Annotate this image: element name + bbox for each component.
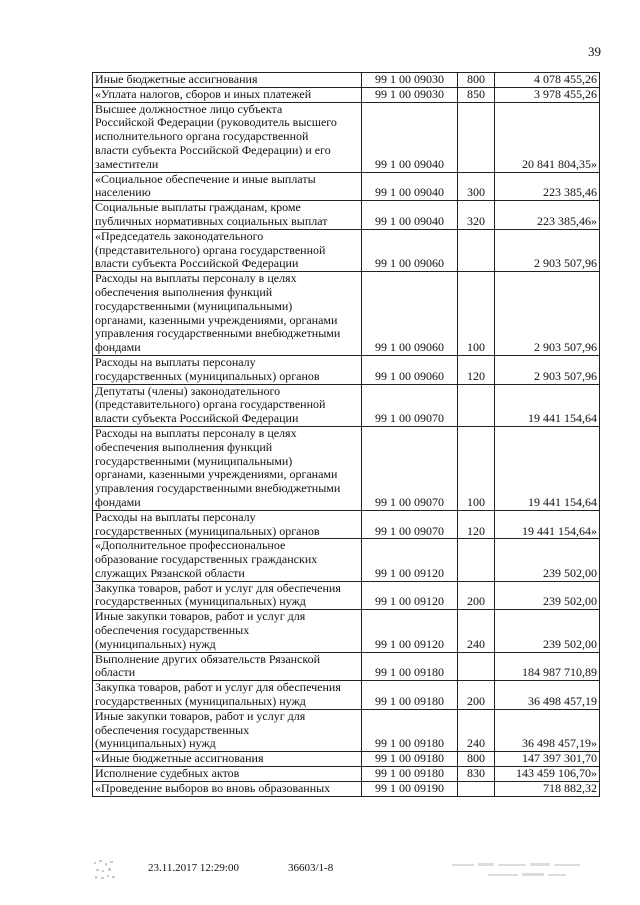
cell-type: 240	[458, 610, 495, 652]
cell-code: 99 1 00 09070	[362, 426, 458, 510]
cell-name: Расходы на выплаты персоналу в целях обеспечения выполнения функций государственными (муниципальными) органами, казенными учреждениями, органами управления государственными внебюджетными фондами	[93, 426, 362, 510]
cell-type: 320	[458, 201, 495, 230]
cell-name: Выполнение других обязательств Рязанской области	[93, 652, 362, 681]
cell-type: 850	[458, 87, 495, 102]
cell-type: 120	[458, 510, 495, 539]
cell-type: 800	[458, 752, 495, 767]
cell-amount: 2 903 507,96	[495, 355, 600, 384]
table-row	[93, 87, 600, 102]
cell-name: Расходы на выплаты персоналу государственных (муниципальных) органов	[93, 510, 362, 539]
cell-code: 99 1 00 09180	[362, 652, 458, 681]
cell-amount: 147 397 301,70	[495, 752, 600, 767]
cell-name: Закупка товаров, работ и услуг для обеспечения государственных (муниципальных) нужд	[93, 681, 362, 710]
cell-amount: 223 385,46»	[495, 201, 600, 230]
cell-type: 240	[458, 709, 495, 751]
cell-name: Социальные выплаты гражданам, кроме публичных нормативных социальных выплат	[93, 201, 362, 230]
table-row	[93, 73, 600, 88]
cell-type: 200	[458, 581, 495, 610]
table-row	[93, 767, 600, 782]
stamp-mark	[448, 858, 588, 884]
cell-code: 99 1 00 09030	[362, 87, 458, 102]
table-row	[93, 781, 600, 796]
cell-name: Исполнение судебных актов	[93, 767, 362, 782]
page-number: 39	[588, 44, 601, 59]
cell-name: Закупка товаров, работ и услуг для обеспечения государственных (муниципальных) нужд	[93, 581, 362, 610]
cell-amount: 2 903 507,96	[495, 229, 600, 271]
cell-code: 99 1 00 09060	[362, 272, 458, 356]
table-row	[93, 102, 600, 172]
cell-amount: 36 498 457,19	[495, 681, 600, 710]
cell-amount: 143 459 106,70»	[495, 767, 600, 782]
table-row	[93, 752, 600, 767]
cell-name: Расходы на выплаты персоналу государственных (муниципальных) органов	[93, 355, 362, 384]
budget-table	[92, 72, 600, 797]
cell-code: 99 1 00 09040	[362, 102, 458, 172]
cell-name: Иные закупки товаров, работ и услуг для обеспечения государственных (муниципальных) нужд	[93, 709, 362, 751]
cell-amount: 36 498 457,19»	[495, 709, 600, 751]
cell-code: 99 1 00 09030	[362, 73, 458, 88]
cell-name: Депутаты (члены) законодательного (представительного) органа государственной власти субъекта Российской Федерации	[93, 384, 362, 426]
table-row	[93, 510, 600, 539]
cell-type: 100	[458, 272, 495, 356]
cell-type	[458, 384, 495, 426]
cell-name: «Иные бюджетные ассигнования	[93, 752, 362, 767]
cell-amount: 4 078 455,26	[495, 73, 600, 88]
cell-code: 99 1 00 09120	[362, 610, 458, 652]
cell-code: 99 1 00 09180	[362, 709, 458, 751]
cell-name: «Председатель законодательного (представительного) органа государственной власти субъекта Российской Федерации	[93, 229, 362, 271]
table-row	[93, 355, 600, 384]
table-row	[93, 201, 600, 230]
table-row	[93, 610, 600, 652]
cell-amount: 239 502,00	[495, 539, 600, 581]
cell-type: 120	[458, 355, 495, 384]
cell-amount: 3 978 455,26	[495, 87, 600, 102]
cell-code: 99 1 00 09040	[362, 201, 458, 230]
table-row	[93, 681, 600, 710]
cell-code: 99 1 00 09060	[362, 229, 458, 271]
cell-amount: 19 441 154,64	[495, 384, 600, 426]
cell-type	[458, 781, 495, 796]
cell-amount: 19 441 154,64	[495, 426, 600, 510]
cell-code: 99 1 00 09180	[362, 752, 458, 767]
cell-amount: 184 987 710,89	[495, 652, 600, 681]
table-row	[93, 581, 600, 610]
cell-name: Высшее должностное лицо субъекта Российской Федерации (руководитель высшего исполнительного органа государственной власти субъекта Российской Федерации) и его заместители	[93, 102, 362, 172]
cell-amount: 223 385,46	[495, 172, 600, 201]
cell-code: 99 1 00 09120	[362, 539, 458, 581]
table-row	[93, 229, 600, 271]
cell-type	[458, 102, 495, 172]
stamp-mark	[92, 858, 118, 882]
table-row	[93, 172, 600, 201]
table-row	[93, 652, 600, 681]
cell-name: Иные бюджетные ассигнования	[93, 73, 362, 88]
cell-code: 99 1 00 09070	[362, 510, 458, 539]
cell-type: 200	[458, 681, 495, 710]
table-row	[93, 384, 600, 426]
cell-amount: 2 903 507,96	[495, 272, 600, 356]
cell-amount: 239 502,00	[495, 610, 600, 652]
table-row	[93, 709, 600, 751]
cell-type: 100	[458, 426, 495, 510]
cell-name: «Уплата налогов, сборов и иных платежей	[93, 87, 362, 102]
cell-name: Иные закупки товаров, работ и услуг для обеспечения государственных (муниципальных) нужд	[93, 610, 362, 652]
footer-date: 23.11.2017 12:29:00	[148, 862, 239, 874]
cell-amount: 718 882,32	[495, 781, 600, 796]
table-row	[93, 539, 600, 581]
cell-type: 800	[458, 73, 495, 88]
cell-type: 830	[458, 767, 495, 782]
cell-type	[458, 652, 495, 681]
cell-type	[458, 229, 495, 271]
cell-code: 99 1 00 09190	[362, 781, 458, 796]
cell-code: 99 1 00 09060	[362, 355, 458, 384]
cell-name: «Социальное обеспечение и иные выплаты населению	[93, 172, 362, 201]
cell-name: «Проведение выборов во вновь образованных	[93, 781, 362, 796]
cell-amount: 20 841 804,35»	[495, 102, 600, 172]
table-row	[93, 272, 600, 356]
table-row	[93, 426, 600, 510]
cell-code: 99 1 00 09120	[362, 581, 458, 610]
footer-doc-number: 36603/1-8	[288, 862, 334, 874]
cell-code: 99 1 00 09180	[362, 681, 458, 710]
table-body	[93, 73, 600, 797]
cell-code: 99 1 00 09070	[362, 384, 458, 426]
cell-name: Расходы на выплаты персоналу в целях обеспечения выполнения функций государственными (муниципальными) органами, казенными учреждениями, органами управления государственными внебюджетными фондами	[93, 272, 362, 356]
cell-code: 99 1 00 09040	[362, 172, 458, 201]
cell-name: «Дополнительное профессиональное образование государственных гражданских служащих Рязанской области	[93, 539, 362, 581]
cell-type	[458, 539, 495, 581]
cell-code: 99 1 00 09180	[362, 767, 458, 782]
cell-amount: 239 502,00	[495, 581, 600, 610]
cell-amount: 19 441 154,64»	[495, 510, 600, 539]
cell-type: 300	[458, 172, 495, 201]
